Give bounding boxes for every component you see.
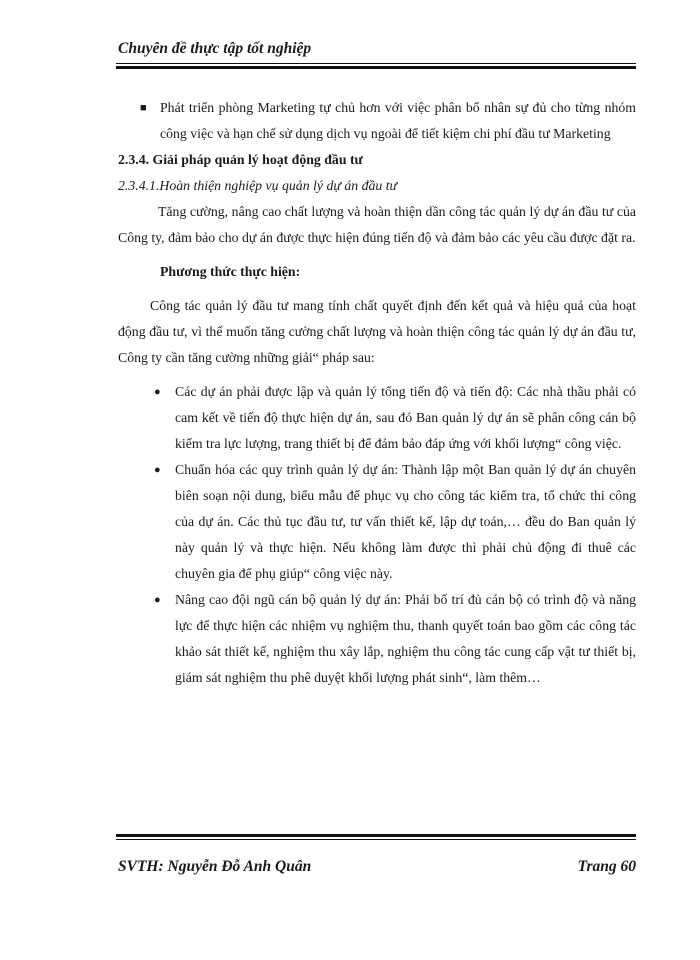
footer-rule-thin <box>116 839 636 840</box>
list-item <box>118 95 636 147</box>
bullet-icon: ● <box>154 594 161 606</box>
page-body <box>118 95 636 691</box>
bullet-text: Nâng cao đội ngũ cán bộ quản lý dự án: Phải bố trí đủ cán bộ có trình độ và năng lực để thực hiện các nhiệm vụ nghiệm thu, thanh quyết toán bao gồm các công tác khảo sát thiết kế, nghiệm thu xây lắp, nghiệm thu công tác cung cấp vật tư thiết bị, giám sát nghiệm thu phê duyệt khối lượng phát sinh“, làm thêm… <box>175 592 636 685</box>
header-rule-thick <box>116 66 636 69</box>
bullet-icon: ■ <box>140 102 147 114</box>
method-heading: Phương thức thực hiện: <box>160 264 301 279</box>
bullet-text: Các dự án phải được lập và quản lý tổng tiến độ và tiến độ: Các nhà thầu phải có cam kết về tiến độ thực hiện dự án, sau đó Ban quản lý dự án sẽ phân công cán bộ kiểm tra lực lượng, trang thiết bị để đảm bảo đáp ứng với khối lượng“ công việc. <box>175 384 636 451</box>
subsection-heading: 2.3.4.1.Hoàn thiện nghiệp vụ quản lý dự án đầu tư <box>118 178 398 193</box>
solution-bullet-list <box>118 379 636 691</box>
header-rule-thin <box>116 63 636 64</box>
page-header-title: Chuyên đề thực tập tốt nghiệp <box>118 40 312 57</box>
paragraph: Tăng cường, nâng cao chất lượng và hoàn thiện dần công tác quản lý dự án đầu tư của Công ty, đảm bảo cho dự án được thực hiện đúng tiến độ và đảm bảo các yêu cầu được đặt ra. <box>118 204 636 245</box>
footer-page-number: Trang 60 <box>577 858 636 875</box>
intro-bullet-list <box>118 95 636 147</box>
bullet-text: Chuẩn hóa các quy trình quản lý dự án: Thành lập một Ban quản lý dự án chuyên biên soạn nội dung, biểu mẫu để phục vụ cho công tác kiểm tra, tổ chức thi công của dự án. Các thủ tục đầu tư, tư vấn thiết kế, lập dự toán,… đều do Ban quản lý này quản lý và thực hiện. Nếu không làm được thì phải chủ động đi thuê các chuyên gia để phụ giúp“ công việc này. <box>175 462 636 581</box>
footer-author: SVTH: Nguyễn Đỗ Anh Quân <box>118 858 312 875</box>
list-item <box>118 457 636 587</box>
list-item <box>118 587 636 691</box>
page-footer <box>118 858 636 876</box>
list-item <box>118 379 636 457</box>
bullet-icon: ● <box>154 464 161 476</box>
paragraph: Công tác quản lý đầu tư mang tính chất quyết định đến kết quả và hiệu quả của hoạt động đầu tư, vì thế muốn tăng cường chất lượng và hoàn thiện công tác quản lý dự án đầu tư, Công ty cần tăng cường những giải“ pháp sau: <box>118 298 636 365</box>
section-heading: 2.3.4. Giải pháp quản lý hoạt động đầu tư <box>118 152 363 167</box>
bullet-icon: ● <box>154 386 161 398</box>
bullet-text: Phát triển phòng Marketing tự chủ hơn với việc phân bổ nhân sự đủ cho từng nhóm công việc và hạn chế sử dụng dịch vụ ngoài để tiết kiệm chi phí đầu tư Marketing <box>160 100 636 141</box>
footer-rule-thick <box>116 834 636 837</box>
